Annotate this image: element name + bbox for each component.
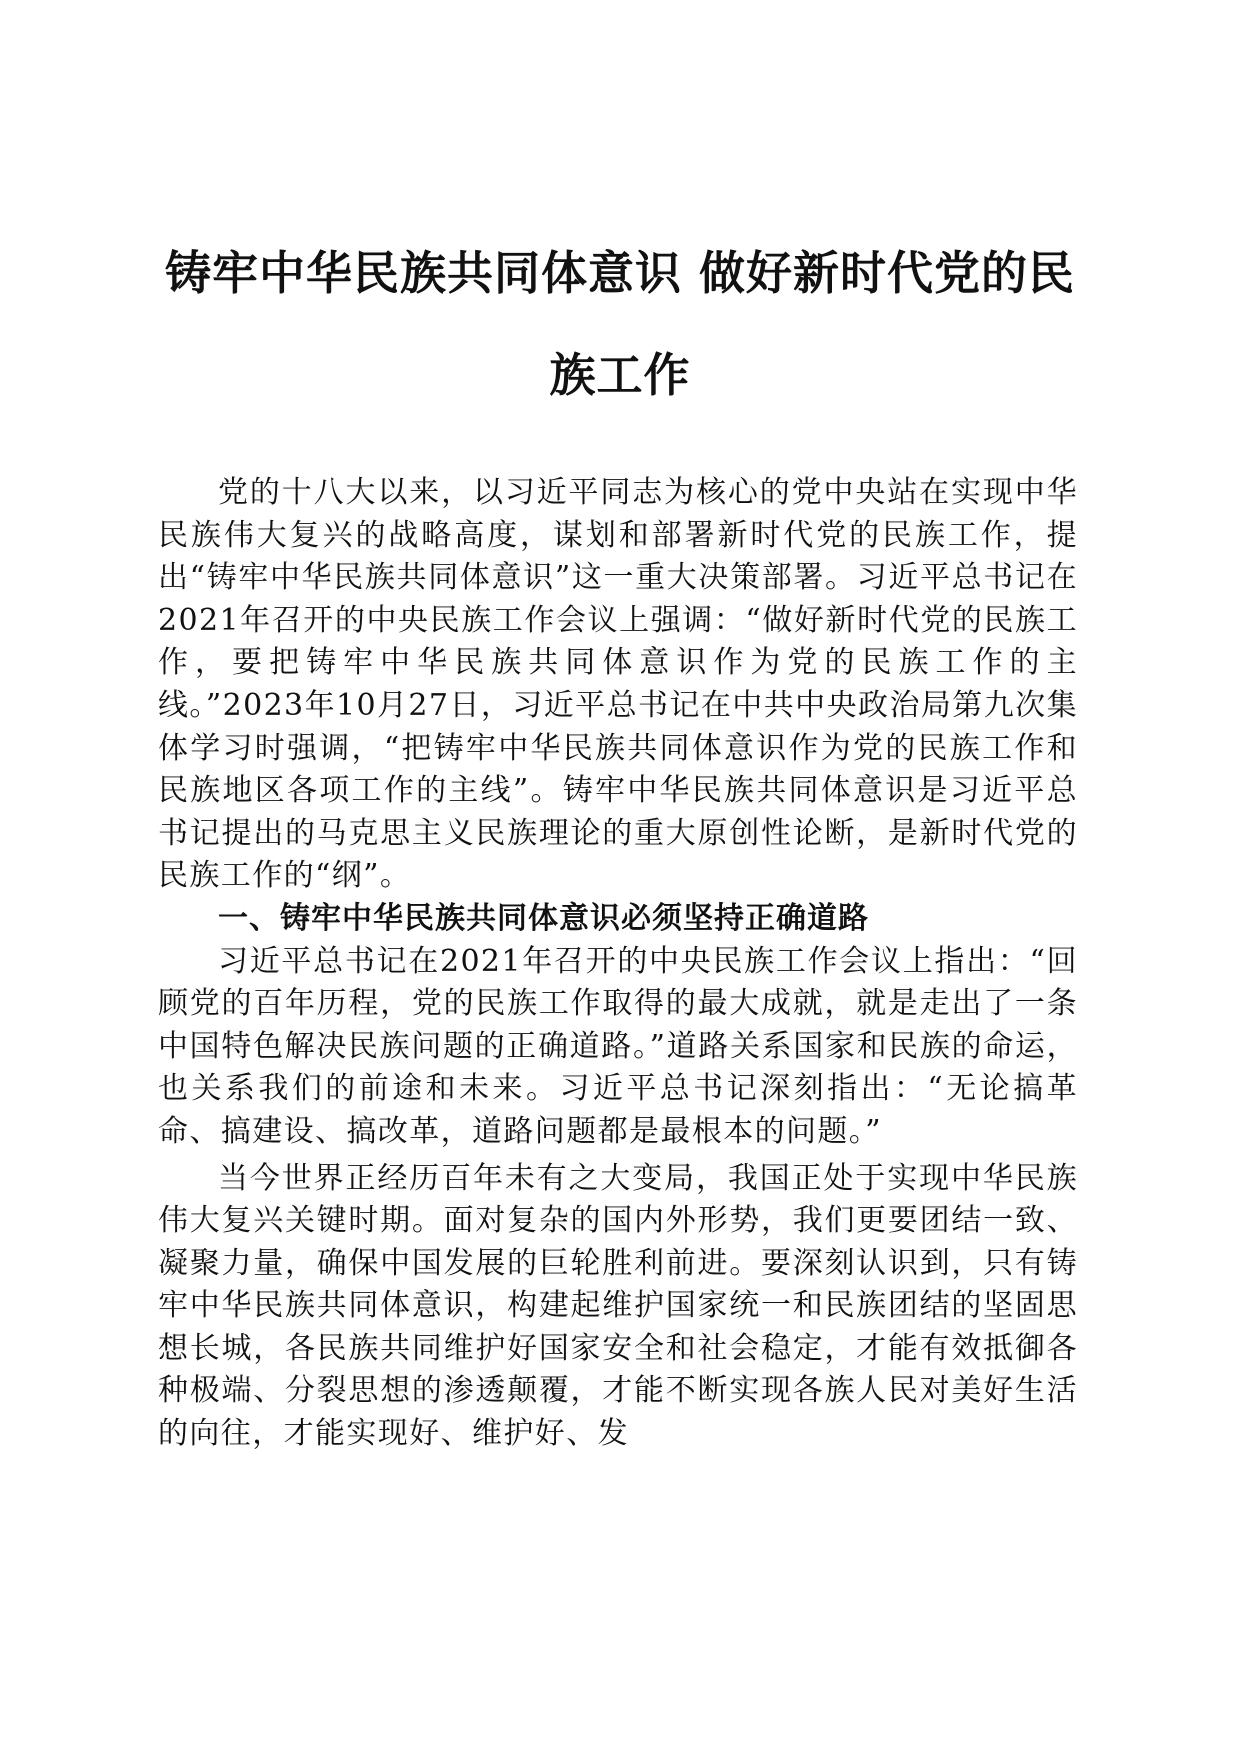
section-heading-1: 一、铸牢中华民族共同体意识必须坚持正确道路 xyxy=(218,900,869,936)
paragraph-intro: 党的十八大以来，以习近平同志为核心的党中央站在实现中华民族伟大复兴的战略高度，谋划和部署新时代党的民族工作，提出“铸牢中华民族共同体意识”这一重大决策部署。习近平总书记在2021年召开的中央民族工作会议上强调：“做好新时代党的民族工作，要把铸牢中华民族共同体意识作为党的民族工作的主线。”2023年10月27日，习近平总书记在中共中央政治局第九次集体学习时强调，“把铸牢中华民族共同体意识作为党的民族工作和民族地区各项工作的主线”。铸牢中华民族共同体意识是习近平总书记提出的马克思主义民族理论的重大原创性论断，是新时代党的民族工作的“纲”。 xyxy=(158,475,1078,894)
paragraph-road: 习近平总书记在2021年召开的中央民族工作会议上指出：“回顾党的百年历程，党的民族工作取得的最大成就，就是走出了一条中国特色解决民族问题的正确道路。”道路关系国家和民族的命运，也关系我们的前途和未来。习近平总书记深刻指出：“无论搞革命、搞建设、搞改革，道路问题都是最根本的问题。” xyxy=(158,943,1078,1149)
paragraph-world: 当今世界正经历百年未有之大变局，我国正处于实现中华民族伟大复兴关键时期。面对复杂的国内外形势，我们更要团结一致、凝聚力量，确保中国发展的巨轮胜利前进。要深刻认识到，只有铸牢中华民族共同体意识，构建起维护国家统一和民族团结的坚固思想长城，各民族共同维护好国家安全和社会稳定，才能有效抵御各种极端、分裂思想的渗透颠覆，才能不断实现各族人民对美好生活的向往，才能实现好、维护好、发 xyxy=(158,1160,1078,1452)
document-body xyxy=(158,472,1078,1456)
title-line-2: 族工作 xyxy=(549,348,691,402)
document-title xyxy=(140,222,1100,426)
title-line-1: 铸牢中华民族共同体意识 做好新时代党的民 xyxy=(164,246,1075,300)
